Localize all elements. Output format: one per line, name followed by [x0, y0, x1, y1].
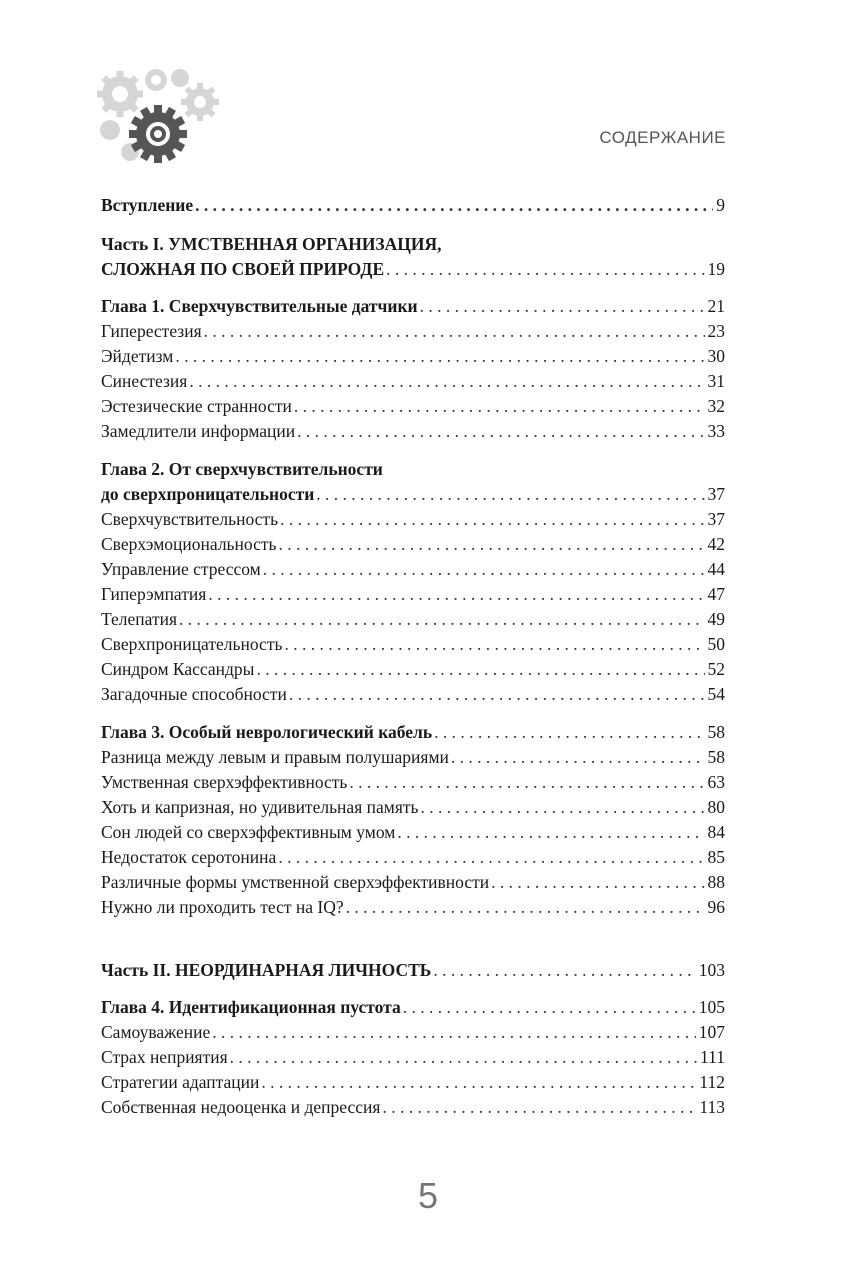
list-item: Управление стрессом . . . 44 — [101, 557, 725, 582]
list-item: Хоть и капризная, но удивительная память . . . 80 — [101, 795, 725, 820]
toc-chapter-1: Глава 1. Сверхчувствительные датчики . . . 21 — [101, 294, 725, 319]
list-item: Сверхчувствительность . . . 37 — [101, 507, 725, 532]
toc-chapter-2: до сверхпроницательности . . . 37 — [101, 482, 725, 507]
list-item: Самоуважение . . . 107 — [101, 1020, 725, 1045]
list-item: Недостаток серотонина . . . 85 — [101, 845, 725, 870]
toc-chapter-3: Глава 3. Особый неврологический кабель . . . 58 — [101, 720, 725, 745]
list-item: Стратегии адаптации . . . 112 — [101, 1070, 725, 1095]
list-item: Страх неприятия . . . 111 — [101, 1045, 725, 1070]
list-item: Замедлители информации . . . 33 — [101, 419, 725, 444]
toc-entry-part1: СЛОЖНАЯ ПО СВОЕЙ ПРИРОДЕ . . . 19 — [101, 257, 725, 282]
toc-chapter-4: Глава 4. Идентификационная пустота . . . 105 — [101, 995, 725, 1020]
list-item: Собственная недооценка и депрессия . . . 113 — [101, 1095, 725, 1120]
list-item: Различные формы умственной сверхэффективности . . . 88 — [101, 870, 725, 895]
list-item: Синестезия . . . 31 — [101, 369, 725, 394]
list-item: Синдром Кассандры . . . 52 — [101, 657, 725, 682]
list-item: Эйдетизм . . . 30 — [101, 344, 725, 369]
list-item: Умственная сверхэффективность . . . 63 — [101, 770, 725, 795]
toc-entry-part2: Часть II. НЕОРДИНАРНАЯ ЛИЧНОСТЬ . . . 103 — [101, 958, 725, 983]
list-item: Эстезические странности . . . 32 — [101, 394, 725, 419]
list-item: Сон людей со сверхэффективным умом . . . 84 — [101, 820, 725, 845]
page-number: 5 — [417, 1175, 439, 1216]
list-item: Гиперэмпатия . . . 47 — [101, 582, 725, 607]
list-item: Нужно ли проходить тест на IQ? . . . 96 — [101, 895, 725, 920]
page-title: СОДЕРЖАНИЕ — [599, 128, 726, 147]
list-item: Гиперестезия . . . 23 — [101, 319, 725, 344]
gears-logo-icon — [96, 68, 228, 172]
toc-entry-intro: Вступление . . . 9 — [101, 193, 725, 218]
list-item: Сверхэмоциональность . . . 42 — [101, 532, 725, 557]
table-of-contents — [101, 193, 725, 1120]
toc-chapter-2-title: Глава 2. От сверхчувствительности — [101, 459, 383, 479]
list-item: Загадочные способности . . . 54 — [101, 682, 725, 707]
list-item: Телепатия . . . 49 — [101, 607, 725, 632]
list-item: Разница между левым и правым полушариями . . . 58 — [101, 745, 725, 770]
toc-part1-title: Часть I. УМСТВЕННАЯ ОРГАНИЗАЦИЯ, — [101, 234, 442, 254]
list-item: Сверхпроницательность . . . 50 — [101, 632, 725, 657]
